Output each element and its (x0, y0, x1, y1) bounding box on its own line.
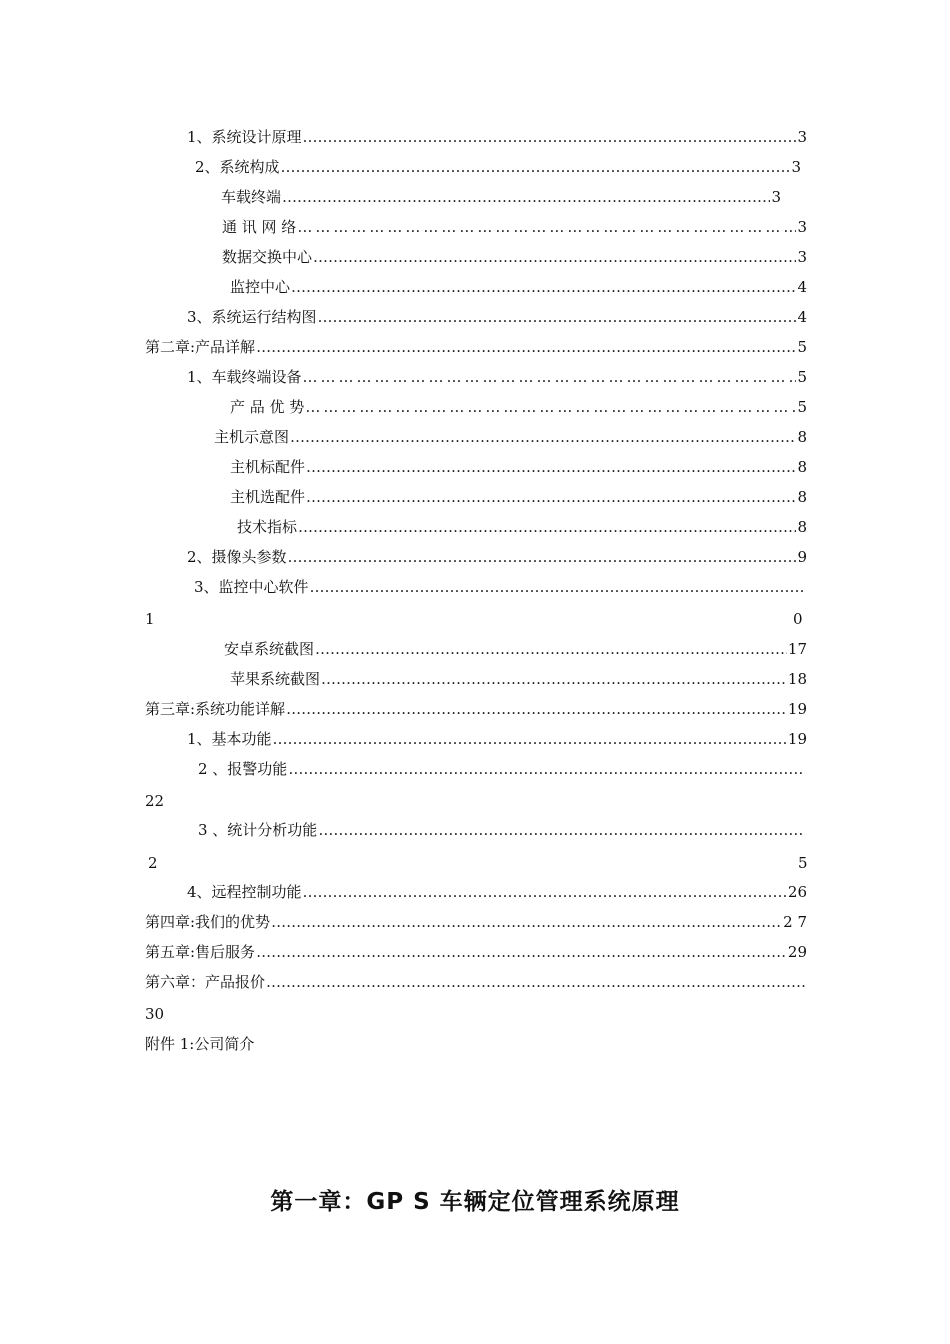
toc-entry[interactable] (187, 546, 807, 568)
toc-wrap-left: 1 (145, 610, 155, 628)
toc-page: 17 (787, 640, 807, 658)
toc-label: 3、系统运行结构图 (187, 308, 317, 326)
toc-page: 3 (771, 188, 781, 206)
toc-label: 1、系统设计原理 (187, 128, 302, 146)
toc-label: 第二章:产品详解 (145, 338, 256, 356)
toc-entry[interactable] (145, 941, 807, 963)
chapter-title: 第一章：GP S 车辆定位管理系统原理 (270, 1189, 680, 1215)
toc-entry[interactable] (224, 638, 807, 660)
toc-wrap-right: 5 (798, 854, 808, 872)
toc-page: 4 (797, 278, 807, 296)
toc-label: 苹果系统截图 (230, 670, 321, 688)
toc-page: 4 (797, 308, 807, 326)
toc-entry[interactable] (145, 911, 807, 933)
toc-page: 3 (791, 158, 801, 176)
toc-entry[interactable] (221, 186, 781, 208)
toc-label: 车载终端 (221, 188, 282, 206)
toc-entry[interactable] (198, 819, 806, 841)
toc-label: 1、车载终端设备 (187, 368, 302, 386)
toc-page: 19 (787, 700, 807, 718)
toc-entry[interactable] (187, 366, 807, 388)
toc-page: 8 (797, 488, 807, 506)
toc-label: 3、监控中心软件 (194, 578, 309, 596)
toc-page: 29 (787, 943, 807, 961)
toc-entry[interactable] (214, 426, 807, 448)
toc-entry[interactable] (230, 276, 807, 298)
toc-label: 1、基本功能 (187, 730, 272, 748)
toc-page: 26 (787, 883, 807, 901)
toc-entry[interactable] (237, 516, 807, 538)
toc-entry[interactable] (145, 336, 807, 358)
toc-label: 产 品 优 势 (230, 398, 305, 416)
toc-label: 主机标配件 (230, 458, 306, 476)
toc-label: 数据交换中心 (222, 248, 313, 266)
toc-page: 18 (787, 670, 807, 688)
toc-entry[interactable] (194, 576, 806, 598)
toc-page: 19 (787, 730, 807, 748)
toc-label: 3 、统计分析功能 (198, 821, 318, 839)
toc-page: 5 (797, 368, 807, 386)
toc-label: 主机示意图 (214, 428, 290, 446)
toc-page: 8 (797, 428, 807, 446)
toc-entry[interactable] (230, 396, 807, 418)
appendix-entry[interactable]: 附件 1:公司简介 (145, 1035, 255, 1053)
toc-label: 安卓系统截图 (224, 640, 315, 658)
toc-entry[interactable] (145, 698, 807, 720)
toc-label: 第四章:我们的优势 (145, 913, 271, 931)
toc-wrap-left: 2 (148, 854, 158, 872)
toc-entry[interactable] (187, 728, 807, 750)
toc-label: 2、摄像头参数 (187, 548, 287, 566)
toc-page: 3 (797, 248, 807, 266)
toc-wrap-right: 0 (793, 610, 803, 628)
toc-entry[interactable] (230, 668, 807, 690)
toc-label: 技术指标 (237, 518, 298, 536)
toc-entry[interactable] (230, 486, 807, 508)
toc-label: 4、远程控制功能 (187, 883, 302, 901)
toc-label: 通 讯 网 络 (222, 218, 297, 236)
toc-label: 主机选配件 (230, 488, 306, 506)
toc-label: 2、系统构成 (195, 158, 280, 176)
toc-label: 第五章:售后服务 (145, 943, 256, 961)
toc-label: 第三章:系统功能详解 (145, 700, 286, 718)
toc-wrap-left: 30 (145, 1005, 165, 1023)
toc-page: 2 7 (783, 913, 807, 931)
toc-page: 8 (797, 458, 807, 476)
toc-page: 5 (797, 398, 807, 416)
toc-entry[interactable] (187, 126, 807, 148)
toc-entry[interactable] (187, 881, 807, 903)
toc-entry[interactable] (222, 216, 807, 238)
toc-label: 监控中心 (230, 278, 291, 296)
toc-page: 5 (797, 338, 807, 356)
toc-page: 3 (797, 128, 807, 146)
toc-page: 8 (797, 518, 807, 536)
toc-entry[interactable] (187, 306, 807, 328)
toc-entry[interactable] (230, 456, 807, 478)
toc-wrap-left: 22 (145, 792, 165, 810)
toc-page: 3 (797, 218, 807, 236)
toc-page: 9 (797, 548, 807, 566)
toc-entry[interactable] (198, 758, 806, 780)
toc-label: 2 、报警功能 (198, 760, 288, 778)
toc-label: 第六章：产品报价 (145, 973, 266, 991)
toc-entry[interactable] (145, 971, 806, 993)
toc-entry[interactable] (195, 156, 801, 178)
toc-entry[interactable] (222, 246, 807, 268)
